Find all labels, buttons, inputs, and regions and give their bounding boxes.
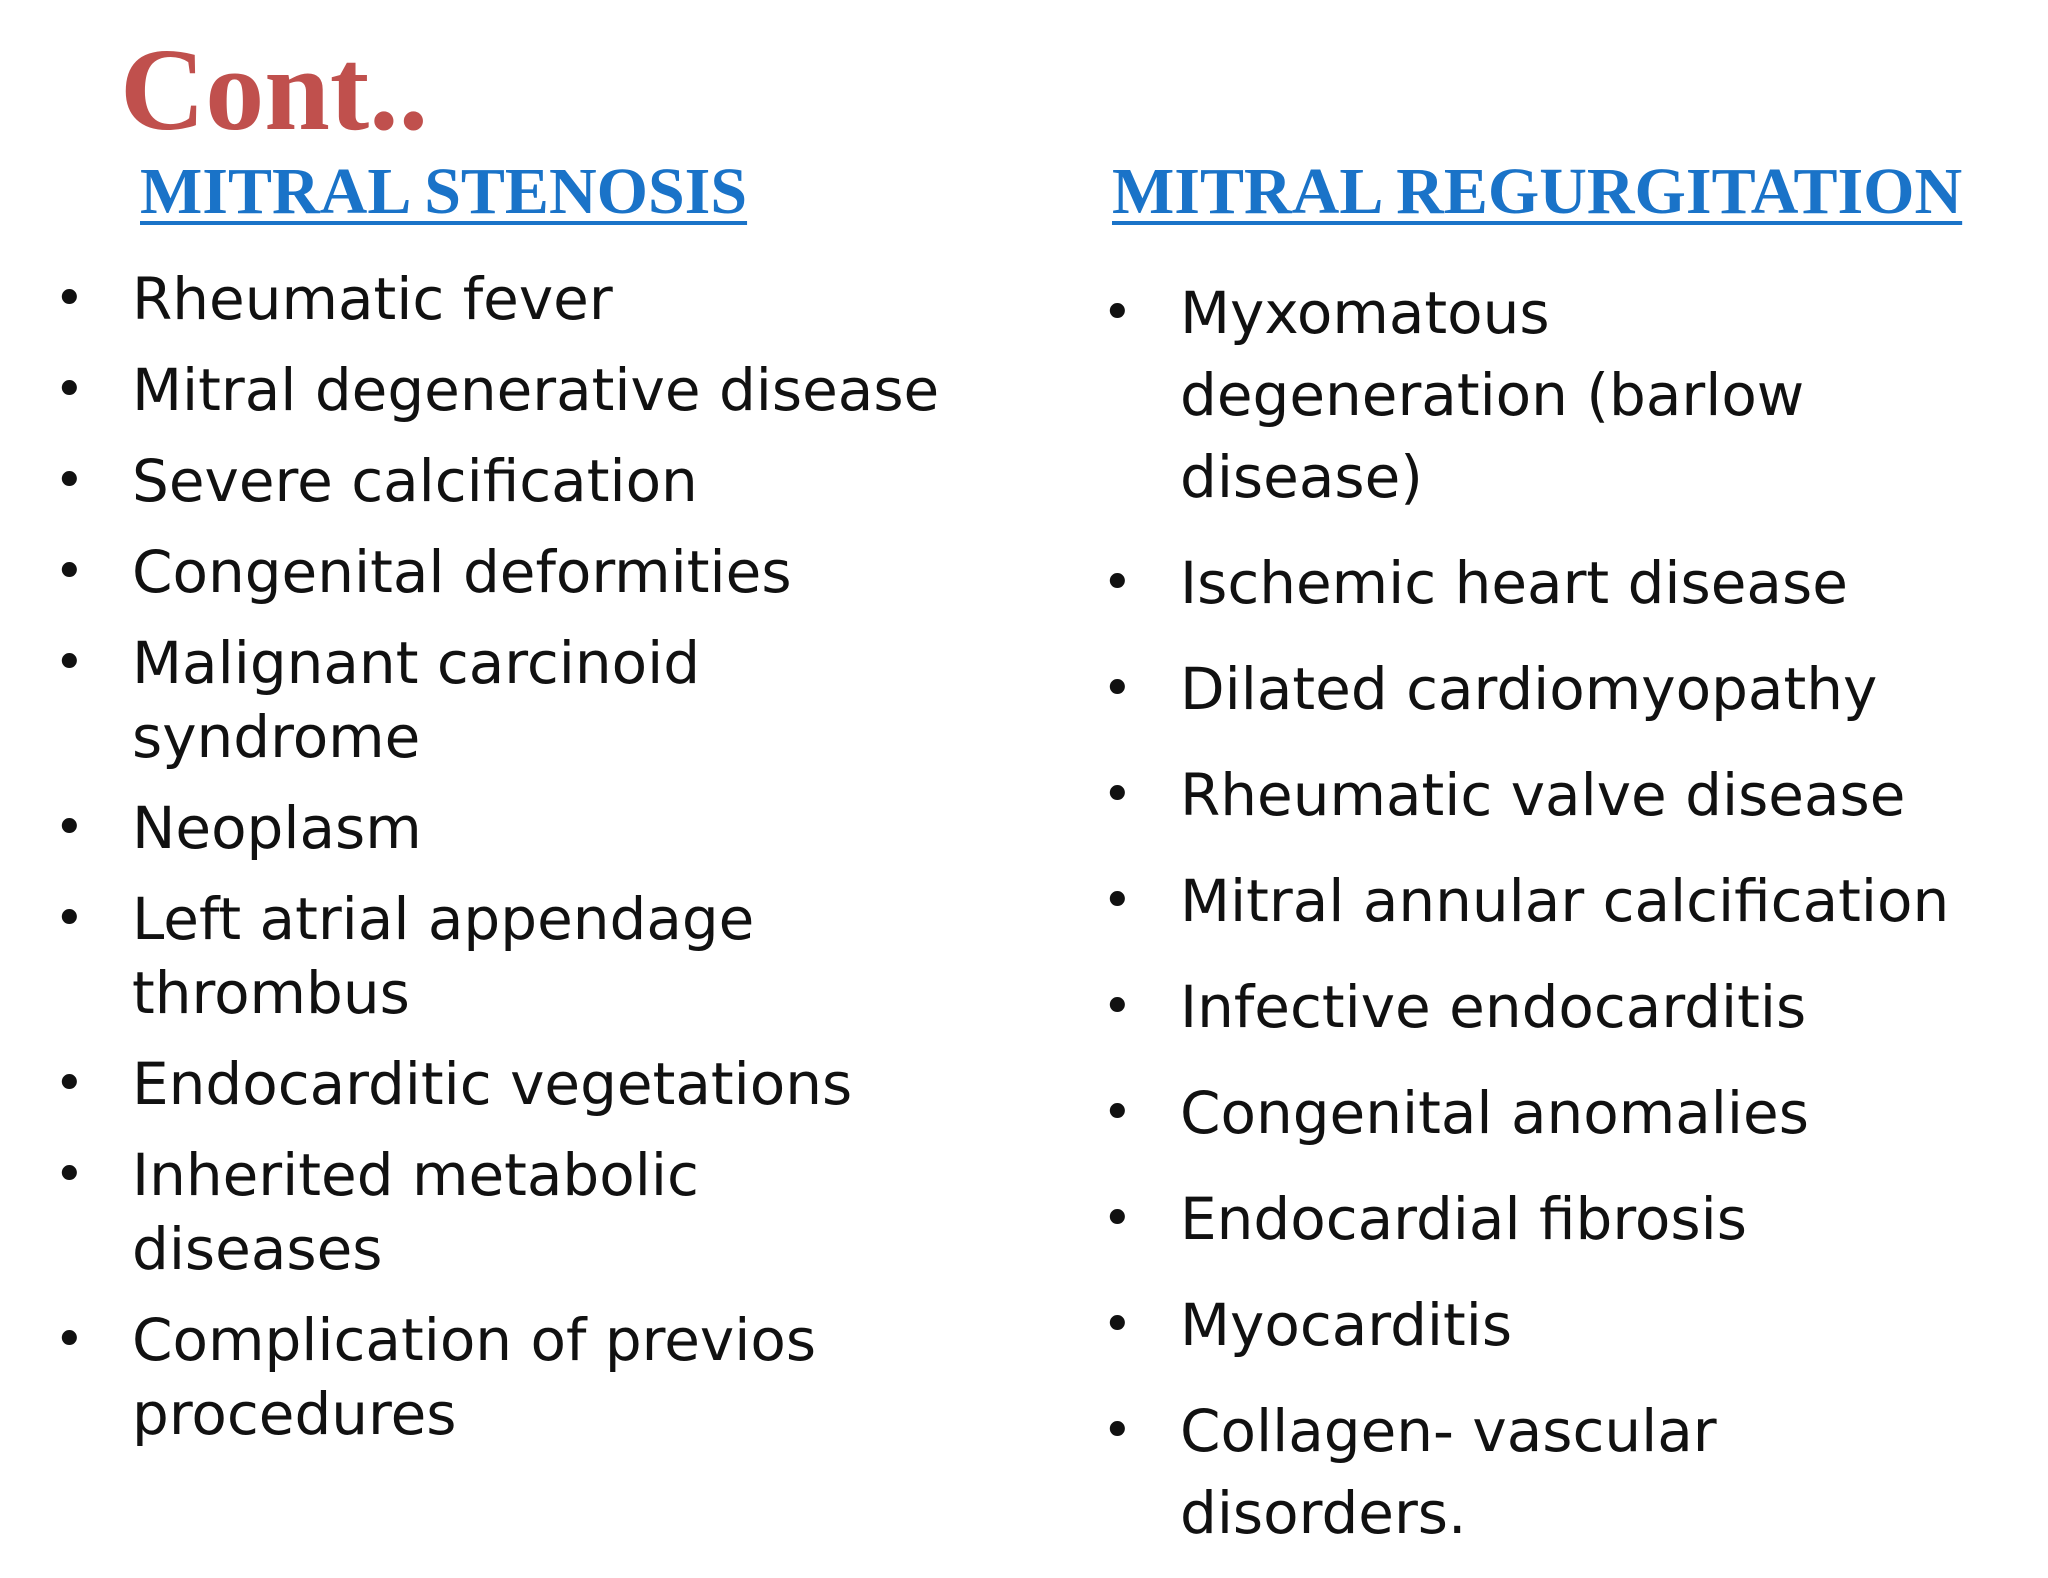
bullet-icon: • <box>1102 1083 1133 1143</box>
list-item <box>1098 648 2028 730</box>
bullet-icon: • <box>1102 1295 1133 1355</box>
list-item-text: Congenital deformities <box>132 538 792 606</box>
list-item-text: Mitral annular calcification <box>1180 867 1950 935</box>
list-item-text: Severe calcification <box>132 447 698 515</box>
bullet-icon: • <box>54 1145 85 1205</box>
list-item <box>50 626 772 774</box>
bullet-icon: • <box>1102 977 1133 1037</box>
list-item-text: Malignant carcinoid syndrome <box>132 629 701 771</box>
list-item <box>1098 1390 1820 1554</box>
list-item <box>50 1047 1000 1121</box>
bullet-icon: • <box>54 451 85 511</box>
list-item <box>1098 1284 2028 1366</box>
bullet-icon: • <box>1102 1401 1133 1461</box>
list-item <box>50 353 1000 427</box>
mitral-regurgitation-list <box>1098 272 2028 1578</box>
list-item <box>50 882 812 1030</box>
bullet-icon: • <box>1102 283 1133 343</box>
list-item-text: Congenital anomalies <box>1180 1079 1809 1147</box>
bullet-icon: • <box>1102 765 1133 825</box>
bullet-icon: • <box>1102 553 1133 613</box>
bullet-icon: • <box>54 798 85 858</box>
list-item <box>50 1138 772 1286</box>
mitral-stenosis-list <box>50 262 1000 1468</box>
list-item-text: Myxomatous degeneration (barlow disease) <box>1180 279 1805 511</box>
mitral-regurgitation-heading: MITRAL REGURGITATION <box>1112 155 1963 228</box>
list-item <box>50 791 1000 865</box>
list-item-text: Collagen- vascular disorders. <box>1180 1397 1717 1547</box>
bullet-icon: • <box>54 542 85 602</box>
list-item <box>50 262 1000 336</box>
list-item-text: Inherited metabolic diseases <box>132 1141 699 1283</box>
bullet-icon: • <box>54 1054 85 1114</box>
list-item-text: Endocarditic vegetations <box>132 1050 853 1118</box>
bullet-icon: • <box>54 1310 85 1370</box>
list-item-text: Rheumatic fever <box>132 265 613 333</box>
bullet-icon: • <box>1102 1189 1133 1249</box>
list-item-text: Myocarditis <box>1180 1291 1513 1359</box>
list-item-text: Endocardial fibrosis <box>1180 1185 1747 1253</box>
list-item <box>1098 1178 2028 1260</box>
bullet-icon: • <box>54 360 85 420</box>
list-item <box>1098 966 2028 1048</box>
list-item <box>1098 272 1940 518</box>
bullet-icon: • <box>54 633 85 693</box>
list-item-text: Dilated cardiomyopathy <box>1180 655 1878 723</box>
list-item <box>1098 542 2028 624</box>
list-item-text: Complication of previos procedures <box>132 1306 817 1448</box>
slide-title: Cont.. <box>120 24 429 155</box>
list-item-text: Rheumatic valve disease <box>1180 761 1906 829</box>
bullet-icon: • <box>1102 871 1133 931</box>
list-item <box>50 444 1000 518</box>
bullet-icon: • <box>54 889 85 949</box>
list-item <box>50 1303 872 1451</box>
list-item <box>1098 754 2028 836</box>
list-item-text: Neoplasm <box>132 794 422 862</box>
list-item <box>1098 860 2028 942</box>
list-item-text: Left atrial appendage thrombus <box>132 885 755 1027</box>
bullet-icon: • <box>54 269 85 329</box>
list-item-text: Infective endocarditis <box>1180 973 1807 1041</box>
list-item-text: Ischemic heart disease <box>1180 549 1848 617</box>
list-item <box>50 535 1000 609</box>
mitral-stenosis-heading: MITRAL STENOSIS <box>140 155 748 228</box>
bullet-icon: • <box>1102 659 1133 719</box>
list-item <box>1098 1072 2028 1154</box>
list-item-text: Mitral degenerative disease <box>132 356 940 424</box>
